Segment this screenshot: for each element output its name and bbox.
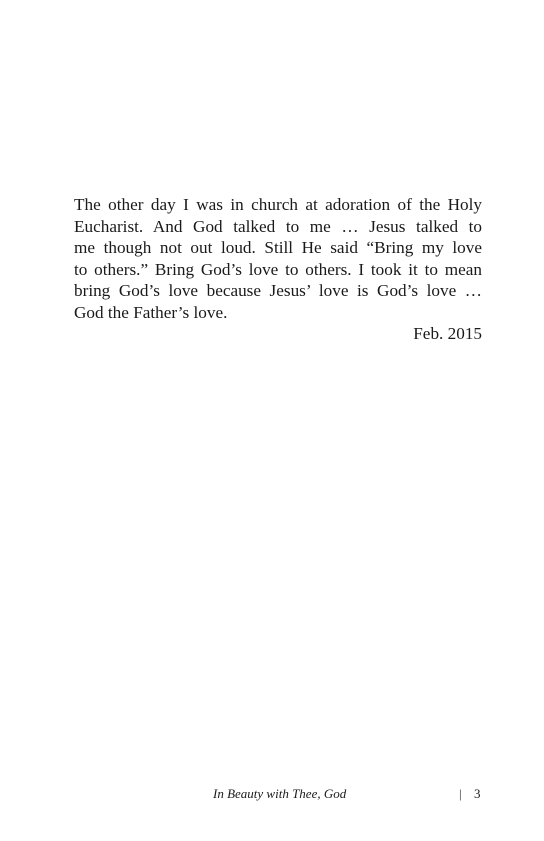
page-number: 3 <box>474 786 481 801</box>
passage-line: The other day I was in church at adoration of the Holy <box>74 195 482 214</box>
passage-line: to others.” Bring God’s love to others. I took it to mean <box>74 259 482 279</box>
passage-line: Eucharist. And God talked to me … Jesus talked to <box>74 216 482 236</box>
passage-line: me though not out loud. Still He said “Bring my love <box>74 238 482 258</box>
footer-separator: | <box>459 786 462 801</box>
passage-text <box>74 194 482 324</box>
running-footer-title: In Beauty with Thee, God <box>213 786 347 801</box>
passage-line: God the Father’s love. <box>74 302 228 322</box>
passage-date: Feb. 2015 <box>413 324 482 343</box>
passage-line: bring God’s love because Jesus’ love is God’s love … <box>74 281 482 301</box>
